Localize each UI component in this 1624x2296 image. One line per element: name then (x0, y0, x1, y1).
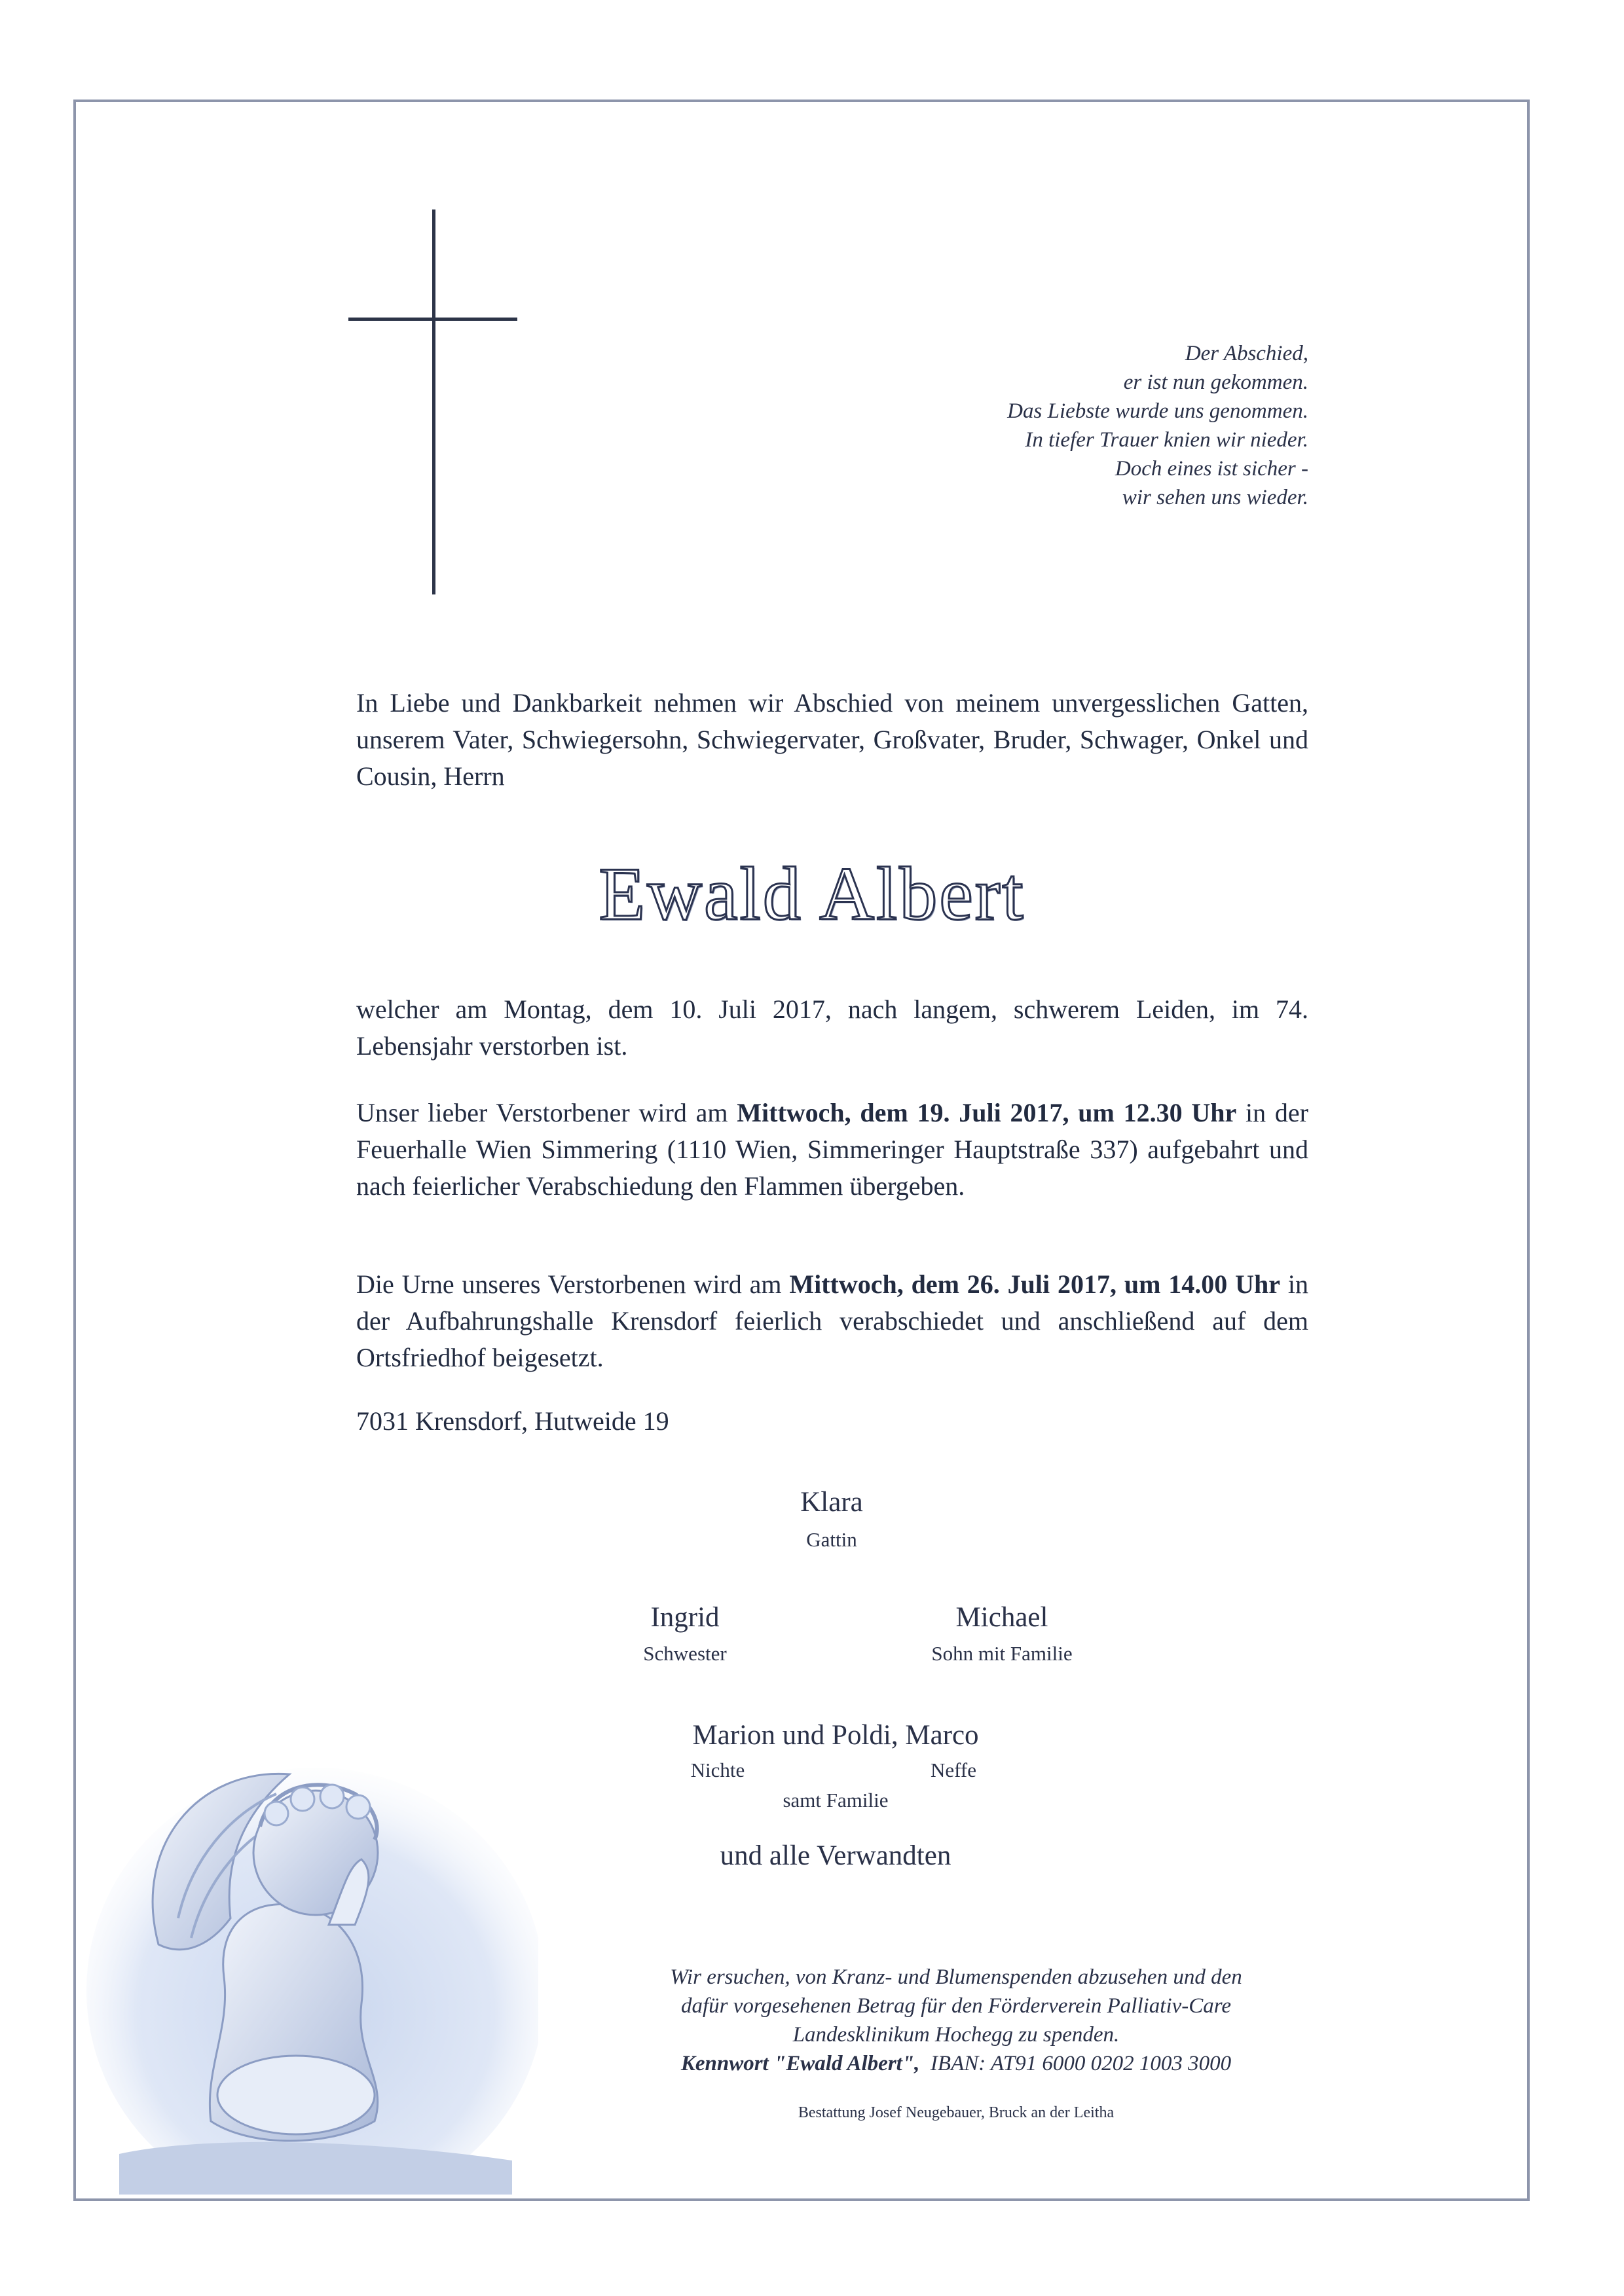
mourner-group-role-bottom: samt Familie (783, 1789, 889, 1812)
all-relatives: und alle Verwandten (720, 1840, 951, 1871)
farewell-text (356, 1095, 1308, 1205)
mourner-ingrid-role: Schwester (643, 1642, 727, 1665)
address: 7031 Krensdorf, Hutweide 19 (356, 1406, 669, 1436)
poem-line: Doch eines ist sicher - (1115, 457, 1308, 481)
death-text: welcher am Montag, dem 10. Juli 2017, nach langem, schwerem Leiden, im 74. Lebensjahr verstorben ist. (356, 994, 1308, 1061)
poem-line: er ist nun gekommen. (1123, 371, 1308, 394)
donation-iban: IBAN: AT91 6000 0202 1003 3000 (930, 2052, 1232, 2075)
urn-suffix: in der Aufbahrungshalle Krensdorf feierlich verabschiedet und anschließend auf dem Ortsfriedhof beigesetzt. (356, 1269, 1308, 1372)
donation-keyword: Kennwort "Ewald Albert", (680, 2052, 920, 2075)
mourner-group-role-left: Nichte (690, 1758, 745, 1781)
mourner-klara-name: Klara (800, 1487, 863, 1518)
poem-line: wir sehen uns wieder. (1122, 486, 1308, 509)
urn-text (356, 1266, 1308, 1376)
angel-icon (80, 1728, 538, 2195)
urn-date: Mittwoch, dem 26. Juli 2017, um 14.00 Uhr (789, 1269, 1281, 1299)
poem-line: Der Abschied, (1185, 342, 1308, 365)
donation-line: Wir ersuchen, von Kranz- und Blumenspenden abzusehen und den (670, 1965, 1242, 1989)
cross-icon-horizontal (348, 318, 517, 321)
mourner-michael-name: Michael (955, 1602, 1048, 1633)
donation-line: Landesklinikum Hochegg zu spenden. (792, 2023, 1120, 2047)
mourner-group-name: Marion und Poldi, Marco (692, 1720, 979, 1751)
donation-line: dafür vorgesehenen Betrag für den Förderverein Palliativ-Care (680, 1994, 1232, 2018)
mourner-group-role-right: Neffe (931, 1758, 976, 1781)
intro-text: In Liebe und Dankbarkeit nehmen wir Abschied von meinem unvergesslichen Gatten, unserem Vater, Schwiegersohn, Schwiegervater, Großvater, Bruder, Schwager, Onkel und Cousin, Herrn (356, 688, 1308, 791)
poem-line: In tiefer Trauer knien wir nieder. (1025, 428, 1308, 452)
mourner-michael-role: Sohn mit Familie (931, 1642, 1073, 1665)
farewell-suffix: in der Feuerhalle Wien Simmering (1110 Wien, Simmeringer Hauptstraße 337) aufgebahrt und nach feierlicher Verabschiedung den Flammen übergeben. (356, 1098, 1309, 1201)
farewell-prefix: Unser lieber Verstorbener wird am (356, 1098, 737, 1127)
farewell-date: Mittwoch, dem 19. Juli 2017, um 12.30 Uhr (737, 1098, 1237, 1127)
cross-icon-vertical (432, 210, 435, 594)
mourner-ingrid-name: Ingrid (650, 1602, 720, 1633)
poem-line: Das Liebste wurde uns genommen. (1007, 399, 1308, 423)
undertaker: Bestattung Josef Neugebauer, Bruck an der Leitha (798, 2104, 1115, 2121)
poem (719, 339, 1308, 512)
mourner-klara-role: Gattin (806, 1528, 857, 1551)
deceased-name: Ewald Albert (599, 852, 1025, 936)
donation-keyword-line (498, 2049, 1414, 2078)
urn-prefix: Die Urne unseres Verstorbenen wird am (356, 1269, 790, 1299)
